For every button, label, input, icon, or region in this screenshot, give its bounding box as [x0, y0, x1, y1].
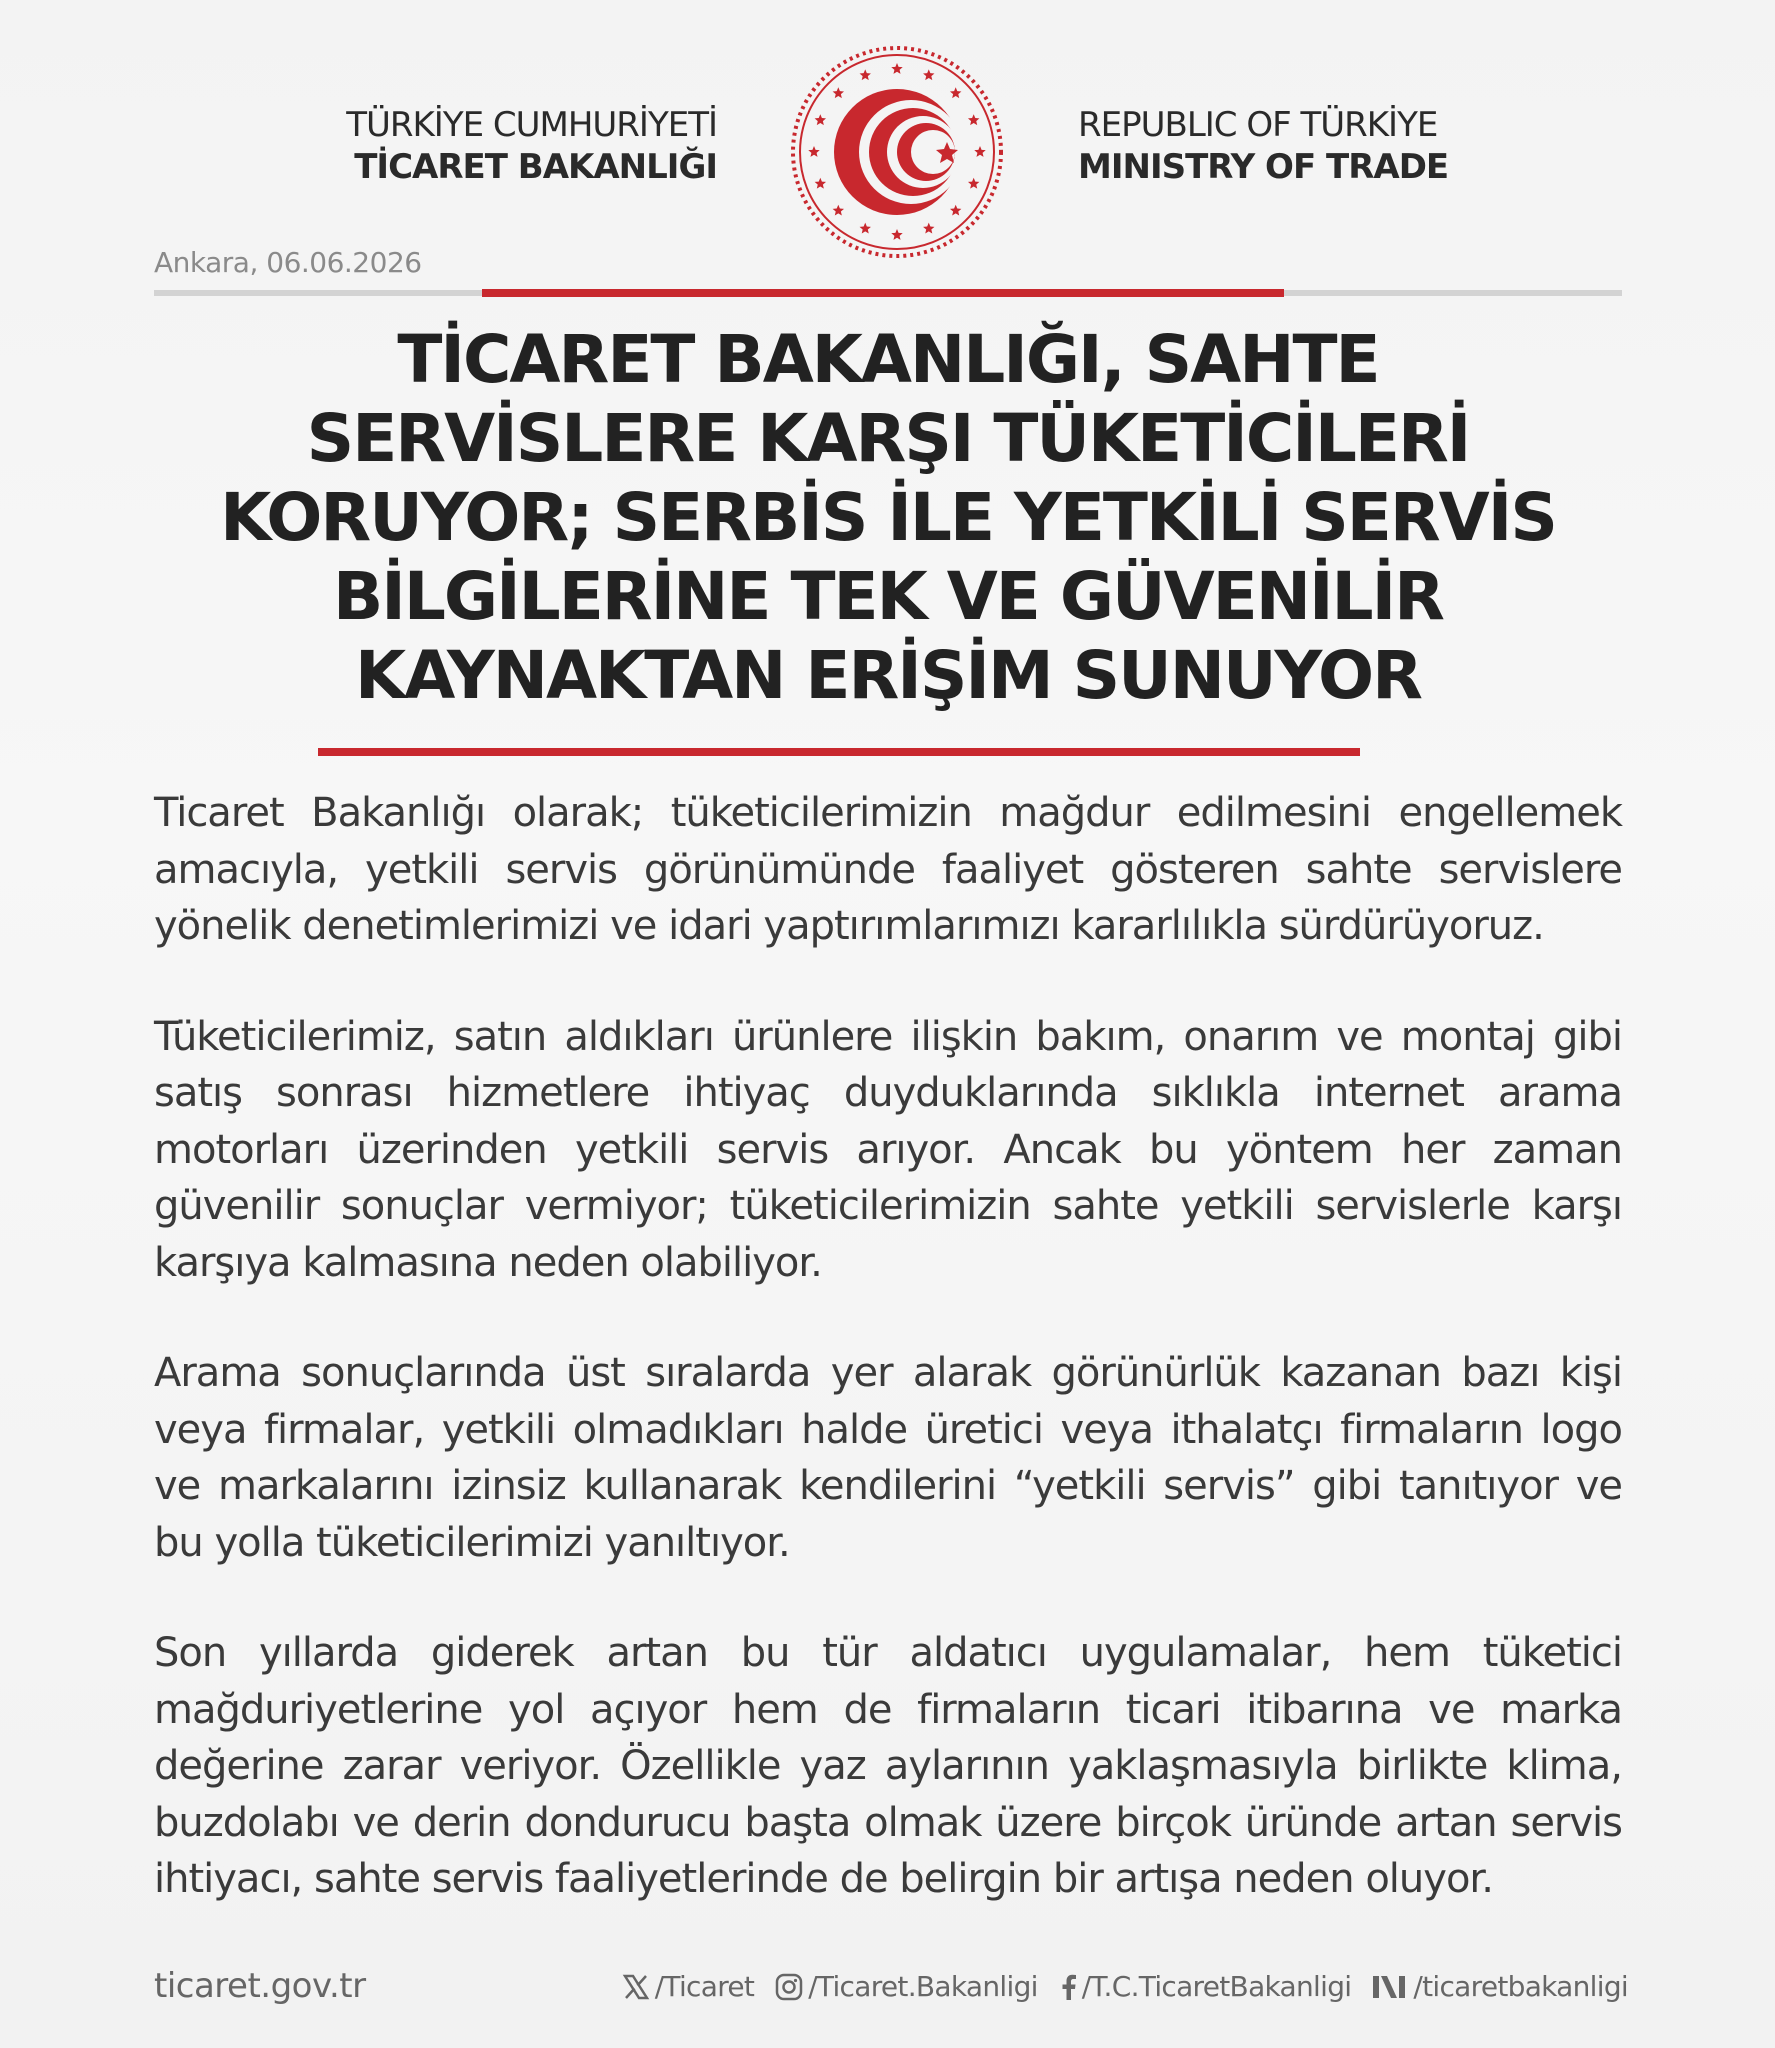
- nsosyal-icon: [1371, 1972, 1409, 2002]
- seal-star-icon: [923, 223, 934, 234]
- title-divider: [318, 748, 1360, 756]
- header-ministry-tr: TİCARET BAKANLIĞI: [354, 147, 717, 187]
- social-handle: /T.C.TicaretBakanligi: [1081, 1970, 1352, 2003]
- body-paragraph: Son yıllarda giderek artan bu tür aldatıcı uygulamalar, hem tüketici mağduriyetlerine yol açıyor hem de firmaların ticari itibarına ve marka değerine zarar veriyor. Özellikle yaz aylarının yaklaşmasıyla birlikte klima, buzdolabı ve derin dondurucu başta olmak üzere birçok üründe artan servis ihtiyacı, sahte servis faaliyetlerinde de belirgin bir artışa neden oluyor.: [154, 1630, 1622, 1902]
- release-body: [154, 785, 1622, 1962]
- ministry-seal-icon: [787, 42, 1007, 262]
- social-handle: /Ticaret.Bakanligi: [808, 1970, 1038, 2003]
- social-link-instagram[interactable]: [774, 1970, 1038, 2003]
- release-date: Ankara, 06.06.2026: [154, 246, 422, 279]
- social-link-facebook[interactable]: [1058, 1970, 1352, 2003]
- seal-star-icon: [860, 223, 871, 234]
- header-republic-en: REPUBLIC OF TÜRKİYE: [1078, 105, 1438, 145]
- title-line: KAYNAKTAN ERİŞİM SUNUYOR: [355, 637, 1421, 714]
- title-line: TİCARET BAKANLIĞI, SAHTE: [397, 321, 1379, 398]
- seal-star-icon: [860, 69, 871, 80]
- instagram-icon: [774, 1972, 804, 2002]
- header-republic-tr: TÜRKİYE CUMHURİYETİ: [346, 105, 717, 145]
- seal-star-icon: [974, 146, 985, 157]
- social-handle: /ticaretbakanligi: [1413, 1970, 1628, 2003]
- website-link[interactable]: ticaret.gov.tr: [154, 1966, 366, 2006]
- footer: [154, 1966, 1628, 2016]
- body-paragraph: Ticaret Bakanlığı olarak; tüketicilerimizin mağdur edilmesini engellemek amacıyla, yetkili servis görünümünde faaliyet gösteren sahte servislere yönelik denetimlerimizi ve idari yaptırımlarımızı kararlılıkla sürdürüyoruz.: [154, 790, 1622, 949]
- release-title: [154, 320, 1622, 715]
- title-line: KORUYOR; SERBİS İLE YETKİLİ SERVİS: [220, 479, 1556, 556]
- seal-star-icon: [950, 205, 961, 216]
- seal-star-icon: [968, 178, 979, 189]
- social-link-nsosyal[interactable]: [1371, 1970, 1628, 2003]
- seal-star-icon: [891, 63, 902, 74]
- header-right-block: [1078, 104, 1448, 188]
- seal-star-icon: [968, 114, 979, 125]
- title-line: BİLGİLERİNE TEK VE GÜVENİLİR: [333, 558, 1443, 635]
- body-paragraph: Tüketicilerimiz, satın aldıkları ürünlere ilişkin bakım, onarım ve montaj gibi satış sonrası hizmetlere ihtiyaç duyduklarında sıklıkla internet arama motorları üzerinden yetkili servis arıyor. Ancak bu yöntem her zaman güvenilir sonuçlar vermiyor; tüketicilerimizin sahte yetkili servislerle karşı karşıya kalmasına neden olabiliyor.: [154, 1013, 1622, 1286]
- header-divider-accent: [482, 289, 1284, 297]
- seal-star-icon: [815, 114, 826, 125]
- seal-star-icon: [950, 87, 961, 98]
- header-ministry-en: MINISTRY OF TRADE: [1078, 147, 1449, 187]
- seal-star-icon: [808, 146, 819, 157]
- seal-star-icon: [833, 205, 844, 216]
- x-icon: [621, 1972, 651, 2002]
- social-link-x[interactable]: [621, 1970, 755, 2003]
- header-left-block: [346, 104, 717, 188]
- seal-star-icon: [891, 229, 902, 240]
- body-paragraph: Arama sonuçlarında üst sıralarda yer alarak görünürlük kazanan bazı kişi veya firmalar, yetkili olmadıkları halde üretici veya ithalatçı firmaların logo ve markalarını izinsiz kullanarak kendilerini “yetkili servis” gibi tanıtıyor ve bu yolla tüketicilerimizi yanıltıyor.: [154, 1350, 1622, 1566]
- social-links: [621, 1970, 1628, 2003]
- seal-star-icon: [923, 69, 934, 80]
- social-handle: /Ticaret: [654, 1970, 755, 2003]
- seal-star-icon: [815, 178, 826, 189]
- title-line: SERVİSLERE KARŞI TÜKETİCİLERİ: [306, 400, 1470, 477]
- facebook-icon: [1058, 1972, 1078, 2002]
- seal-star-icon: [833, 87, 844, 98]
